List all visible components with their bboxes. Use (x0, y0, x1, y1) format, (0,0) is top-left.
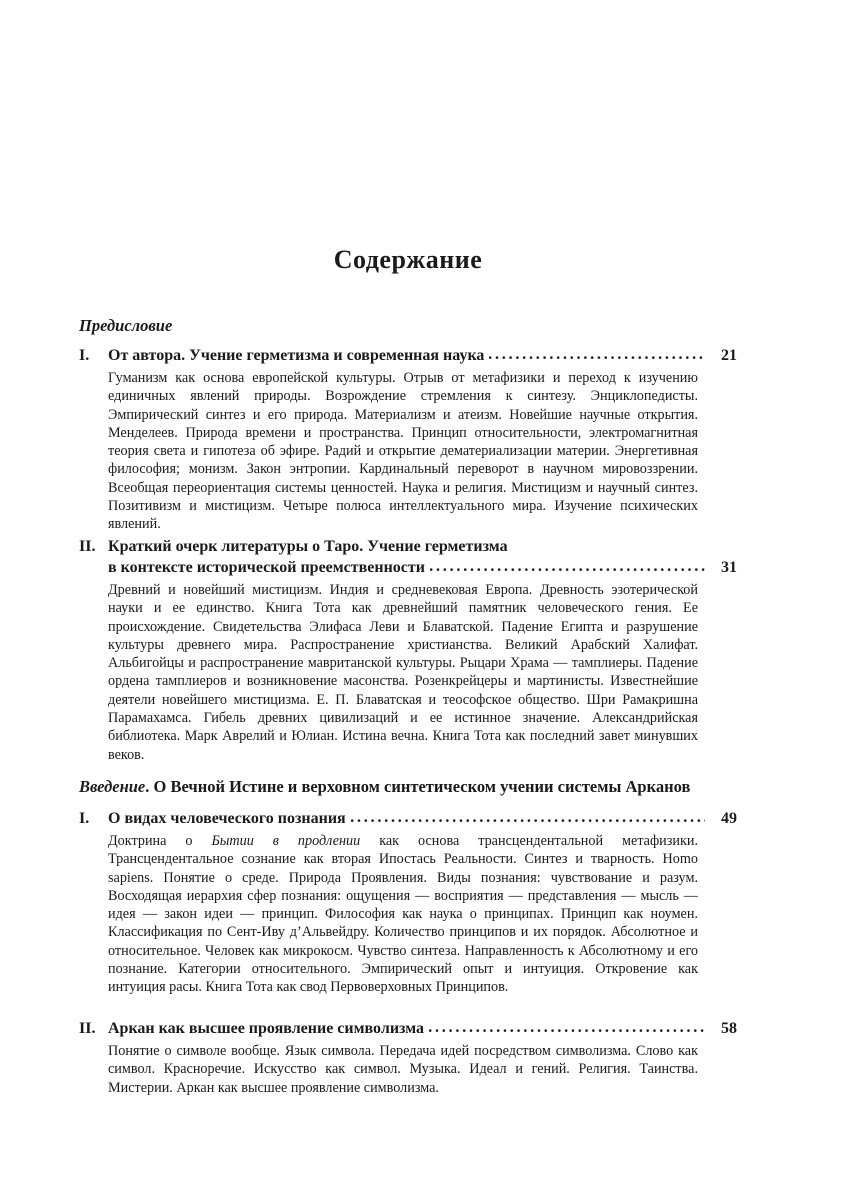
introduction-heading-subtitle: . О Вечной Истине и верховном синтетическом учении системы Арканов (145, 777, 691, 796)
entry-description (108, 832, 698, 997)
entry-page-number: 21 (721, 347, 737, 364)
introduction-heading (79, 776, 737, 797)
toc-entry-preface-1 (79, 345, 737, 534)
description-prefix: Доктрина о (108, 833, 212, 849)
entry-title: О видах человеческого познания (108, 810, 346, 827)
entry-numeral: I. (79, 810, 90, 827)
entry-title-line-2: в контексте исторической преемственности (108, 559, 425, 576)
entry-title-line-1: Краткий очерк литературы о Таро. Учение герметизма (108, 538, 508, 555)
dot-leader (350, 818, 705, 823)
dot-leader (428, 1028, 705, 1033)
toc-entry-introduction-2 (79, 1018, 737, 1097)
entry-heading-line-1 (108, 536, 737, 557)
entry-heading-line (108, 808, 737, 829)
description-italic-term: Бытии в продлении (211, 833, 361, 849)
entry-page-number: 49 (721, 810, 737, 827)
page-title: Содержание (333, 245, 483, 274)
toc-entry-introduction-1 (79, 808, 737, 997)
entry-heading-line (108, 345, 737, 366)
entry-heading-line (108, 1018, 737, 1039)
description-rest: как основа трансцендентальной метафизики. Трансцендентальное сознание как вторая Ипостась Реальности. Синтез и тварность. Homo sapiens. Понятие о среде. Природа Проявления. Виды познания: чувствование и разум. Восходящая иерархия сфер познания: ощущения — восприятия — представления — мысль — идея — закон идеи — принцип. Философия как наука о принципах. Принцип как ноумен. Классификация по Сент-Иву д’Альвейдру. Количество принципов и их порядок. Абсолютное и относительное. Человек как микрокосм. Чувство синтеза. Направленность к Абсолютному и его познание. Категории относительного. Эмпирический опыт и интуиция. Откровение как интуиция расы. Книга Тота как свод Первоверховных Принципов. (108, 833, 698, 996)
entry-title: От автора. Учение герметизма и современная наука (108, 347, 485, 364)
entry-page-number: 31 (721, 559, 737, 576)
dot-leader (488, 355, 705, 360)
preface-heading (79, 315, 737, 336)
preface-heading-label: Предисловие (79, 316, 173, 335)
entry-description: Гуманизм как основа европейской культуры. Отрыв от метафизики и переход к изучению единичных явлений природы. Возрождение стремления к синтезу. Энциклопедисты. Эмпирический синтез и его природа. Материализм и атеизм. Новейшие научные открытия. Менделеев. Природа времени и пространства. Принцип относительности, электромагнитная теория света и гипотеза об эфире. Радий и открытие дематериализации материи. Энергетивная философия; монизм. Закон энтропии. Кардинальный переворот в научном мировоззрении. Всеобщая переориентация системы ценностей. Наука и религия. Мистицизм и научный синтез. Позитивизм и мистицизм. Четыре полюса интеллектуального мира. Изучение психических явлений. (108, 370, 698, 533)
entry-numeral: II. (79, 538, 96, 555)
toc-entry-preface-2 (79, 536, 737, 764)
entry-description: Понятие о символе вообще. Язык символа. Передача идей посредством символизма. Слово как символ. Красноречие. Искусство как символ. Музыка. Идеал и гений. Религия. Таинства. Мистерии. Аркан как высшее проявление символизма. (108, 1043, 698, 1096)
dot-leader (429, 567, 705, 572)
entry-numeral: II. (79, 1020, 96, 1037)
entry-numeral: I. (79, 347, 90, 364)
entry-page-number: 58 (721, 1020, 737, 1037)
entry-title: Аркан как высшее проявление символизма (108, 1020, 425, 1037)
entry-heading-line-2 (108, 557, 737, 578)
introduction-heading-label: Введение (79, 777, 146, 796)
entry-description: Древний и новейший мистицизм. Индия и средневековая Европа. Древность эзотерической науки и ее единство. Книга Тота как древнейший памятник человеческого гения. Ее происхождение. Свидетельства Элифаса Леви и Блаватской. Падение Египта и разрушение культуры древнего мира. Распространение христианства. Великий Арабский Халифат. Альбигойцы и распространение мавританской культуры. Рыцари Храма — тамплиеры. Падение ордена тамплиеров и возникновение масонства. Розенкрейцеры и мартинисты. Известнейшие деятели новейшего мистицизма. Е. П. Блаватская и теософское общество. Шри Рамакришна Парамахамса. Гибель древних цивилизаций и ее истинное значение. Александрийская библиотека. Марк Аврелий и Юлиан. Истина вечна. Книга Тота как последний завет минувших веков. (108, 582, 698, 763)
